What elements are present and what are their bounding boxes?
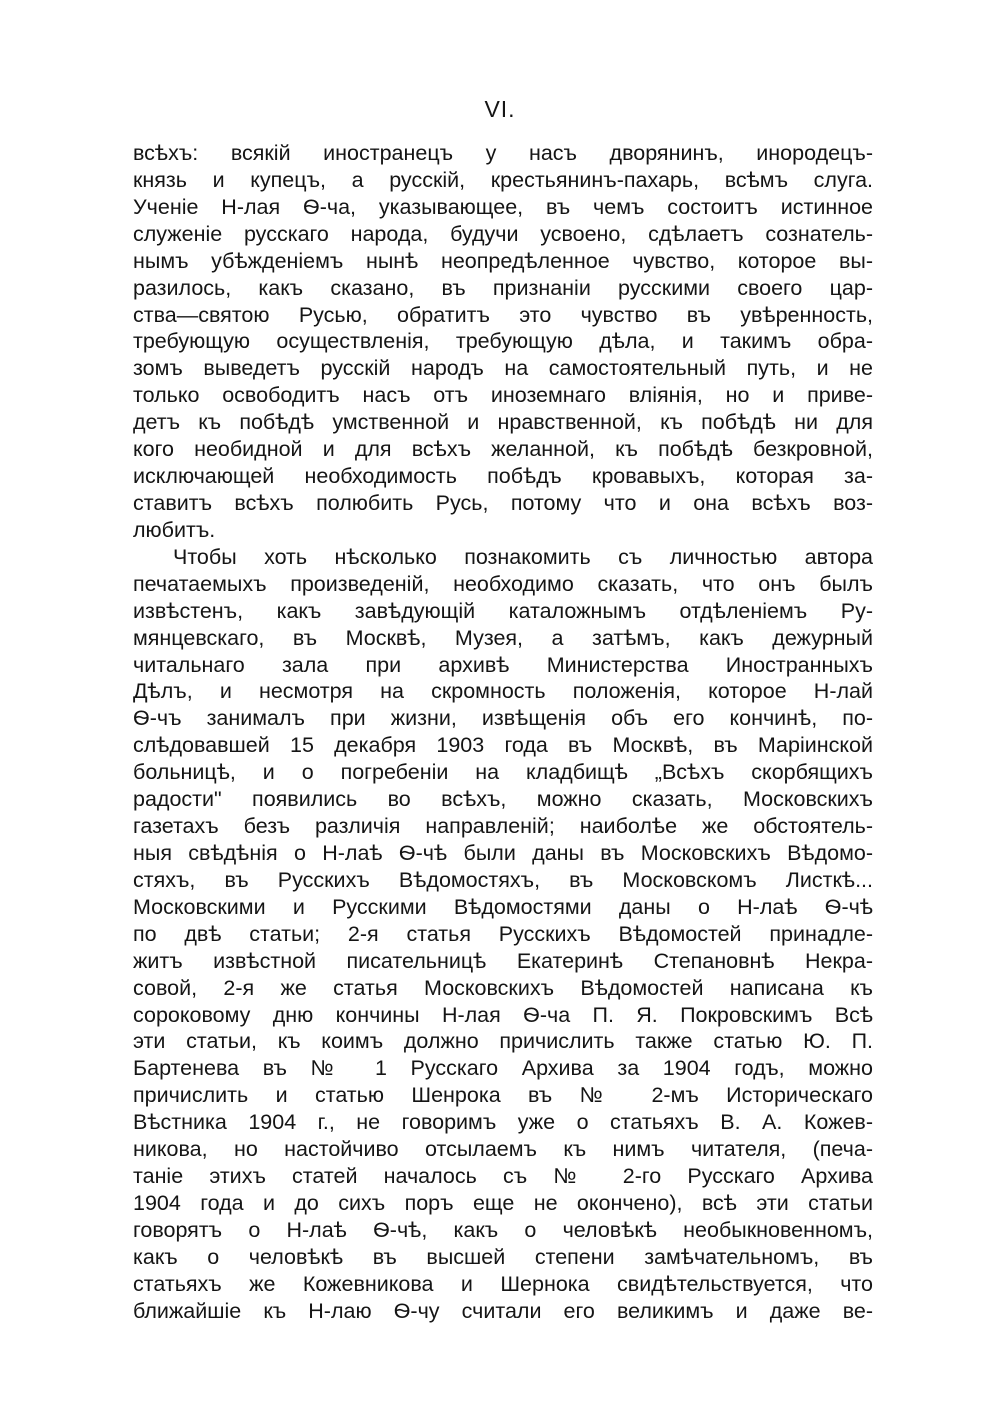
text-line: ства—святою Русью, обратитъ это чувство въ увѣренность,	[133, 302, 873, 327]
text-line: ближайшіе къ Н-лаю Ѳ-чу считали его великимъ и даже ве-	[133, 1298, 873, 1323]
text-line: больницѣ, и о погребеніи на кладбищѣ „Всѣхъ скорбящихъ	[133, 760, 873, 785]
text-line: мянцевскаго, въ Москвѣ, Музея, а затѣмъ, какъ дежурный	[133, 625, 873, 650]
text-line: Московскими и Русскими Вѣдомостями даны о Н-лаѣ Ѳ-чѣ	[133, 894, 873, 919]
text-line: детъ къ побѣдѣ умственной и нравственной, къ побѣдѣ ни для	[133, 410, 873, 435]
text-line: газетахъ безъ различія направленій; наиболѣе же обстоятель-	[133, 814, 873, 839]
text-line: таніе этихъ статей началось съ № 2-го Русскаго Архива	[133, 1164, 873, 1189]
text-line: всѣхъ: всякій иностранецъ у насъ дворянинъ, инородецъ-	[133, 141, 873, 165]
text-line: Бартенева въ № 1 Русскаго Архива за 1904 годъ, можно	[133, 1056, 873, 1081]
text-line: радости" появились во всѣхъ, можно сказать, Московскихъ	[133, 787, 873, 812]
text-line: служеніе русскаго народа, будучи усвоено, сдѣлаетъ сознатель-	[133, 221, 873, 246]
text-line: сороковому дню кончины Н-лая Ѳ-ча П. Я. Покровскимъ Всѣ	[133, 1002, 873, 1027]
text-line: эти статьи, къ коимъ должно причислить также статью Ю. П.	[133, 1029, 873, 1054]
text-line: Вѣстника 1904 г., не говоримъ уже о статьяхъ В. А. Кожев-	[133, 1110, 873, 1135]
text-line: Ѳ-чъ занималъ при жизни, извѣщенія объ его кончинѣ, по-	[133, 706, 873, 731]
text-line: извѣстенъ, какъ завѣдующій каталожнымъ отдѣленіемъ Ру-	[133, 598, 873, 623]
text-line: Дѣлъ, и несмотря на скромность положенія, которое Н-лай	[133, 679, 873, 704]
text-line: любитъ.	[133, 517, 216, 542]
text-line: князь и купецъ, а русскій, крестьянинъ-пахарь, всѣмъ слуга.	[133, 167, 873, 192]
text-line: стяхъ, въ Русскихъ Вѣдомостяхъ, въ Московскомъ Листкѣ...	[133, 867, 873, 892]
text-line: по двѣ статьи; 2-я статья Русскихъ Вѣдомостей принадле-	[133, 921, 873, 946]
text-line: слѣдовавшей 15 декабря 1903 года въ Москвѣ, въ Маріинской	[133, 733, 873, 758]
text-line: зомъ выведетъ русскій народъ на самостоятельный путь, и не	[133, 356, 873, 381]
text-line: Ученіе Н-лая Ѳ-ча, указывающее, въ чемъ состоитъ истинное	[133, 194, 873, 219]
text-line: никова, но настойчиво отсылаемъ къ нимъ читателя, (печа-	[133, 1137, 873, 1162]
text-line: статьяхъ же Кожевникова и Шернока свидѣтельствуется, что	[133, 1271, 873, 1296]
text-line: причислить и статью Шенрока въ № 2-мъ Историческаго	[133, 1083, 873, 1108]
text-line: только освободитъ насъ отъ иноземнаго вліянія, но и приве-	[133, 383, 873, 408]
text-line: исключающей необходимость побѣдъ кровавыхъ, которая за-	[133, 464, 873, 489]
text-line: ставитъ всѣхъ полюбить Русь, потому что и она всѣхъ воз-	[133, 490, 873, 515]
body-text	[133, 140, 873, 1325]
text-line: нымъ убѣжденіемъ нынѣ неопредѣленное чувство, которое вы-	[133, 248, 873, 273]
text-line: житъ извѣстной писательницѣ Екатеринѣ Степановнѣ Некра-	[133, 948, 873, 973]
text-line: разилось, какъ сказано, въ признаніи русскими своего цар-	[133, 275, 873, 300]
text-line: читальнаго зала при архивѣ Министерства Иностранныхъ	[133, 652, 873, 677]
text-line: 1904 года и до сихъ поръ еще не окончено), всѣ эти статьи	[133, 1190, 873, 1215]
text-line: кого необидной и для всѣхъ желанной, къ побѣдѣ безкровной,	[133, 437, 873, 462]
text-line: какъ о человѣкѣ въ высшей степени замѣчательномъ, въ	[133, 1244, 873, 1269]
text-line: совой, 2-я же статья Московскихъ Вѣдомостей написана къ	[133, 975, 873, 1000]
text-line: печатаемыхъ произведеній, необходимо сказать, что онъ былъ	[133, 571, 873, 596]
paragraph-first-line: Чтобы хоть нѣсколько познакомить съ личностью автора	[173, 544, 873, 569]
page-number: VI.	[484, 96, 516, 122]
text-line: требующую осуществленія, требующую дѣла, и такимъ обра-	[133, 329, 873, 354]
text-line: говорятъ о Н-лаѣ Ѳ-чѣ, какъ о человѣкѣ необыкновенномъ,	[133, 1217, 873, 1242]
text-line: ныя свѣдѣнія о Н-лаѣ Ѳ-чѣ были даны въ Московскихъ Вѣдомо-	[133, 840, 873, 865]
